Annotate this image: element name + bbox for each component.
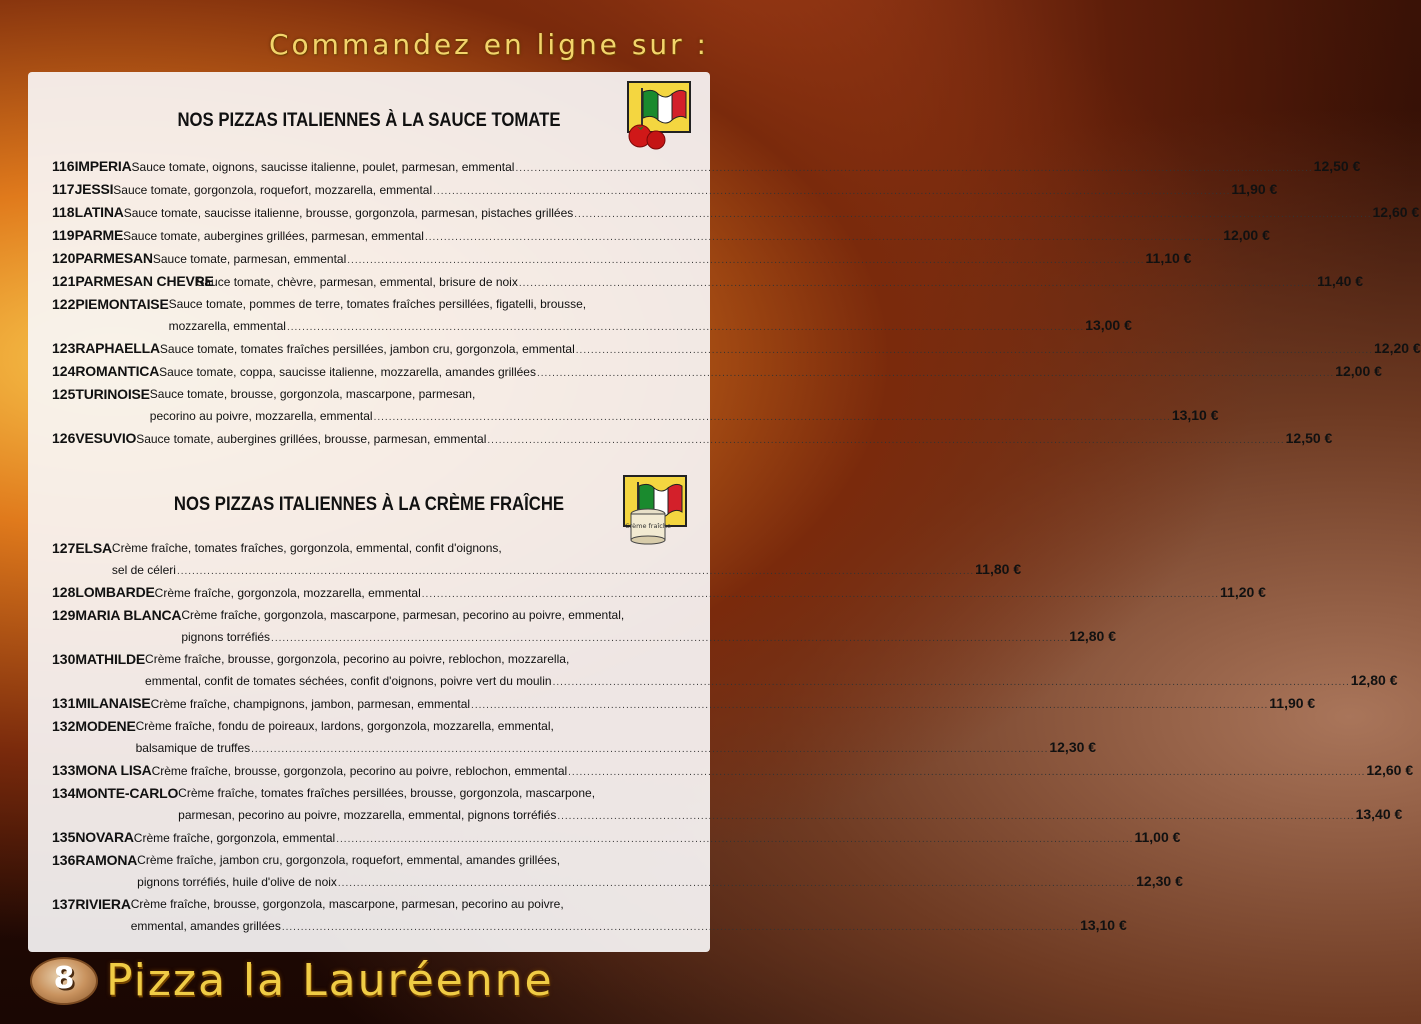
menu-item: [52, 361, 1382, 384]
item-price: 12,50 €: [1313, 158, 1361, 174]
menu-item: [52, 271, 1364, 294]
dot-leader: [471, 695, 1268, 716]
item-price: 12,00 €: [1335, 363, 1382, 379]
description-line: Sauce tomate, tomates fraîches persillées, jambon cru, gorgonzola, emmental: [159, 342, 575, 356]
item-description: [112, 538, 1021, 582]
item-description: [124, 202, 1420, 225]
tomato-pizza-list: [52, 156, 1421, 451]
dot-leader: [433, 181, 1230, 202]
item-number: 133: [52, 762, 76, 778]
item-price: 11,10 €: [1145, 250, 1192, 266]
item-number: 128: [52, 584, 76, 600]
description-line: pignons torréfiés: [181, 630, 271, 644]
item-description: [151, 693, 1316, 716]
description-line: Crème fraîche, champignons, jambon, parmesan, emmental: [150, 697, 471, 711]
description-line: balsamique de truffes: [135, 741, 251, 755]
dot-leader: [576, 340, 1373, 361]
item-name: PARME: [74, 227, 124, 243]
description-line: Sauce tomate, saucisse italienne, brousse, gorgonzola, parmesan, pistaches grillées: [123, 206, 574, 220]
description-line: emmental, amandes grillées: [130, 919, 281, 933]
item-name: ROMANTICA: [75, 363, 160, 379]
item-price: 11,90 €: [1269, 695, 1316, 711]
item-description: [159, 361, 1382, 384]
dot-leader: [515, 158, 1312, 179]
online-order-banner: Commandez en ligne sur :: [269, 28, 709, 61]
item-name: NOVARA: [75, 829, 134, 845]
dot-leader: [568, 762, 1365, 783]
item-description: [153, 248, 1192, 271]
item-name: MARIA BLANCA: [75, 607, 182, 623]
item-description: [196, 271, 1363, 294]
description-line: Sauce tomate, pommes de terre, tomates fraîches persillées, figatelli, brousse,: [168, 297, 587, 311]
description-line: Crème fraîche, tomates fraîches persillées, brousse, gorgonzola, mascarpone,: [178, 786, 596, 800]
description-line: Crème fraîche, jambon cru, gorgonzola, roquefort, emmental, amandes grillées,: [137, 853, 561, 867]
item-name: IMPERIA: [74, 158, 132, 174]
item-price: 11,00 €: [1134, 829, 1181, 845]
item-description: [134, 827, 1181, 850]
menu-item: [52, 783, 1403, 827]
dot-leader: [374, 407, 1171, 428]
description-line: Crème fraîche, brousse, gorgonzola, pecorino au poivre, reblochon, emmental: [151, 764, 568, 778]
dot-leader: [553, 672, 1350, 693]
item-name: MONTE-CARLO: [75, 785, 179, 801]
description-line: Sauce tomate, aubergines grillées, parmesan, emmental: [123, 229, 424, 243]
item-description: [136, 428, 1332, 451]
menu-item: [52, 338, 1421, 361]
menu-item: [52, 894, 1127, 938]
item-description: [169, 294, 1132, 338]
description-line: Sauce tomate, coppa, saucisse italienne, mozzarella, amandes grillées: [159, 365, 536, 379]
italian-flag-with-cream-jar-icon: [622, 474, 688, 544]
page-number: 8: [53, 961, 75, 996]
dot-leader: [282, 917, 1079, 938]
item-name: VESUVIO: [75, 430, 137, 446]
item-price: 12,60 €: [1372, 204, 1420, 220]
item-price: 11,80 €: [975, 561, 1022, 577]
description-line: Crème fraîche, gorgonzola, emmental: [133, 831, 336, 845]
menu-item: [52, 582, 1266, 605]
item-number: 116: [52, 158, 75, 174]
italian-flag-with-tomatoes-icon: [626, 80, 692, 150]
description-line: Crème fraîche, gorgonzola, mozzarella, emmental: [154, 586, 421, 600]
description-line: Crème fraîche, brousse, gorgonzola, mascarpone, parmesan, pecorino au poivre,: [130, 897, 564, 911]
menu-panel: [28, 72, 1421, 952]
description-line: Crème fraîche, brousse, gorgonzola, pecorino au poivre, reblochon, mozzarella,: [145, 652, 570, 666]
item-number: 130: [52, 651, 76, 667]
menu-item: [52, 384, 1219, 428]
item-number: 131: [52, 695, 76, 711]
item-number: 118: [52, 204, 75, 220]
menu-item: [52, 850, 1183, 894]
item-description: [181, 605, 1116, 649]
item-price: 12,50 €: [1285, 430, 1333, 446]
item-name: TURINOISE: [75, 386, 150, 402]
dot-leader: [287, 317, 1084, 338]
description-line: Sauce tomate, aubergines grillées, brousse, parmesan, emmental: [136, 432, 487, 446]
item-price: 11,20 €: [1220, 584, 1266, 600]
item-price: 12,30 €: [1136, 873, 1183, 889]
description-line: Sauce tomate, oignons, saucisse italienne, poulet, parmesan, emmental: [131, 160, 515, 174]
item-number: 126: [52, 430, 76, 446]
item-number: 117: [52, 181, 75, 197]
item-description: [178, 783, 1402, 827]
menu-item: [52, 156, 1361, 179]
menu-item: [52, 294, 1132, 338]
item-description: [145, 649, 1397, 693]
item-price: 11,40 €: [1317, 273, 1364, 289]
item-name: PIEMONTAISE: [75, 296, 169, 312]
cream-pizza-list: [52, 538, 1414, 938]
item-description: [137, 850, 1183, 894]
description-line: emmental, confit de tomates séchées, confit d'oignons, poivre vert du moulin: [145, 674, 552, 688]
page-number-badge: [30, 957, 98, 1005]
menu-item: [52, 605, 1116, 649]
item-name: MONA LISA: [75, 762, 152, 778]
item-number: 135: [52, 829, 76, 845]
description-line: Crème fraîche, fondu de poireaux, lardons, gorgonzola, mozzarella, emmental,: [135, 719, 554, 733]
item-description: [150, 384, 1219, 428]
item-name: PARMESAN CHEVRE: [75, 273, 214, 289]
menu-item: [52, 202, 1420, 225]
dot-leader: [336, 829, 1133, 850]
brand-name: Pizza la Lauréenne: [106, 955, 554, 1006]
item-name: RAPHAELLA: [75, 340, 160, 356]
dot-leader: [557, 806, 1354, 827]
item-number: 134: [52, 785, 76, 801]
menu-item: [52, 538, 1022, 582]
description-line: pignons torréfiés, huile d'olive de noix: [137, 875, 337, 889]
dot-leader: [177, 561, 974, 582]
item-number: 136: [52, 852, 76, 868]
item-price: 12,20 €: [1374, 340, 1421, 356]
item-name: LOMBARDE: [75, 584, 155, 600]
description-line: mozzarella, emmental: [168, 319, 286, 333]
dot-leader: [574, 204, 1371, 225]
item-price: 12,80 €: [1350, 672, 1398, 688]
item-description: [155, 582, 1266, 605]
item-price: 13,10 €: [1080, 917, 1127, 933]
dot-leader: [537, 363, 1334, 384]
menu-item: [52, 179, 1278, 202]
item-price: 12,80 €: [1069, 628, 1116, 644]
description-line: Sauce tomate, chèvre, parmesan, emmental, brisure de noix: [196, 275, 518, 289]
item-price: 13,00 €: [1085, 317, 1132, 333]
item-number: 120: [52, 250, 76, 266]
section-title-tomato: NOS PIZZAS ITALIENNES À LA SAUCE TOMATE: [177, 110, 561, 131]
item-name: ELSA: [75, 540, 112, 556]
description-line: sel de céleri: [111, 563, 176, 577]
item-price: 12,60 €: [1366, 762, 1414, 778]
dot-leader: [425, 227, 1222, 248]
item-name: PARMESAN: [75, 250, 153, 266]
item-price: 12,30 €: [1049, 739, 1097, 755]
item-description: [123, 225, 1270, 248]
dot-leader: [338, 873, 1135, 894]
dot-leader: [519, 273, 1316, 294]
menu-item: [52, 248, 1192, 271]
dot-leader: [487, 430, 1284, 451]
item-price: 12,00 €: [1223, 227, 1270, 243]
item-number: 123: [52, 340, 76, 356]
item-number: 127: [52, 540, 76, 556]
item-price: 11,90 €: [1231, 181, 1278, 197]
item-name: MILANAISE: [75, 695, 151, 711]
item-number: 122: [52, 296, 76, 312]
item-description: [136, 716, 1096, 760]
item-name: JESSI: [74, 181, 114, 197]
item-number: 121: [52, 273, 76, 289]
item-name: RIVIERA: [75, 896, 131, 912]
item-description: [132, 156, 1361, 179]
dot-leader: [347, 250, 1144, 271]
menu-item: [52, 716, 1097, 760]
description-line: Sauce tomate, brousse, gorgonzola, mascarpone, parmesan,: [149, 387, 476, 401]
menu-item: [52, 827, 1181, 850]
item-name: LATINA: [74, 204, 124, 220]
menu-item: [52, 225, 1270, 248]
menu-item: [52, 760, 1414, 783]
item-description: [160, 338, 1421, 361]
menu-item: [52, 428, 1333, 451]
item-number: 129: [52, 607, 76, 623]
item-number: 132: [52, 718, 76, 734]
section-title-cream: NOS PIZZAS ITALIENNES À LA CRÈME FRAÎCHE: [173, 494, 565, 515]
item-description: [131, 894, 1127, 938]
description-line: Sauce tomate, gorgonzola, roquefort, mozzarella, emmental: [113, 183, 433, 197]
item-name: RAMONA: [75, 852, 138, 868]
item-number: 125: [52, 386, 76, 402]
menu-item: [52, 649, 1398, 693]
dot-leader: [251, 739, 1048, 760]
item-name: MODENE: [75, 718, 136, 734]
item-price: 13,10 €: [1171, 407, 1219, 423]
item-number: 119: [52, 227, 75, 243]
item-price: 13,40 €: [1355, 806, 1403, 822]
description-line: parmesan, pecorino au poivre, mozzarella, emmental, pignons torréfiés: [178, 808, 557, 822]
item-name: MATHILDE: [75, 651, 146, 667]
menu-item: [52, 693, 1316, 716]
item-description: [152, 760, 1414, 783]
item-number: 124: [52, 363, 76, 379]
dot-leader: [271, 628, 1068, 649]
dot-leader: [422, 584, 1219, 605]
description-line: Crème fraîche, tomates fraîches, gorgonzola, emmental, confit d'oignons,: [111, 541, 502, 555]
description-line: Sauce tomate, parmesan, emmental: [152, 252, 347, 266]
description-line: Crème fraîche, gorgonzola, mascarpone, parmesan, pecorino au poivre, emmental,: [181, 608, 625, 622]
description-line: pecorino au poivre, mozzarella, emmental: [149, 409, 373, 423]
item-description: [113, 179, 1277, 202]
jar-label: Crème fraîche: [625, 522, 671, 530]
item-number: 137: [52, 896, 76, 912]
